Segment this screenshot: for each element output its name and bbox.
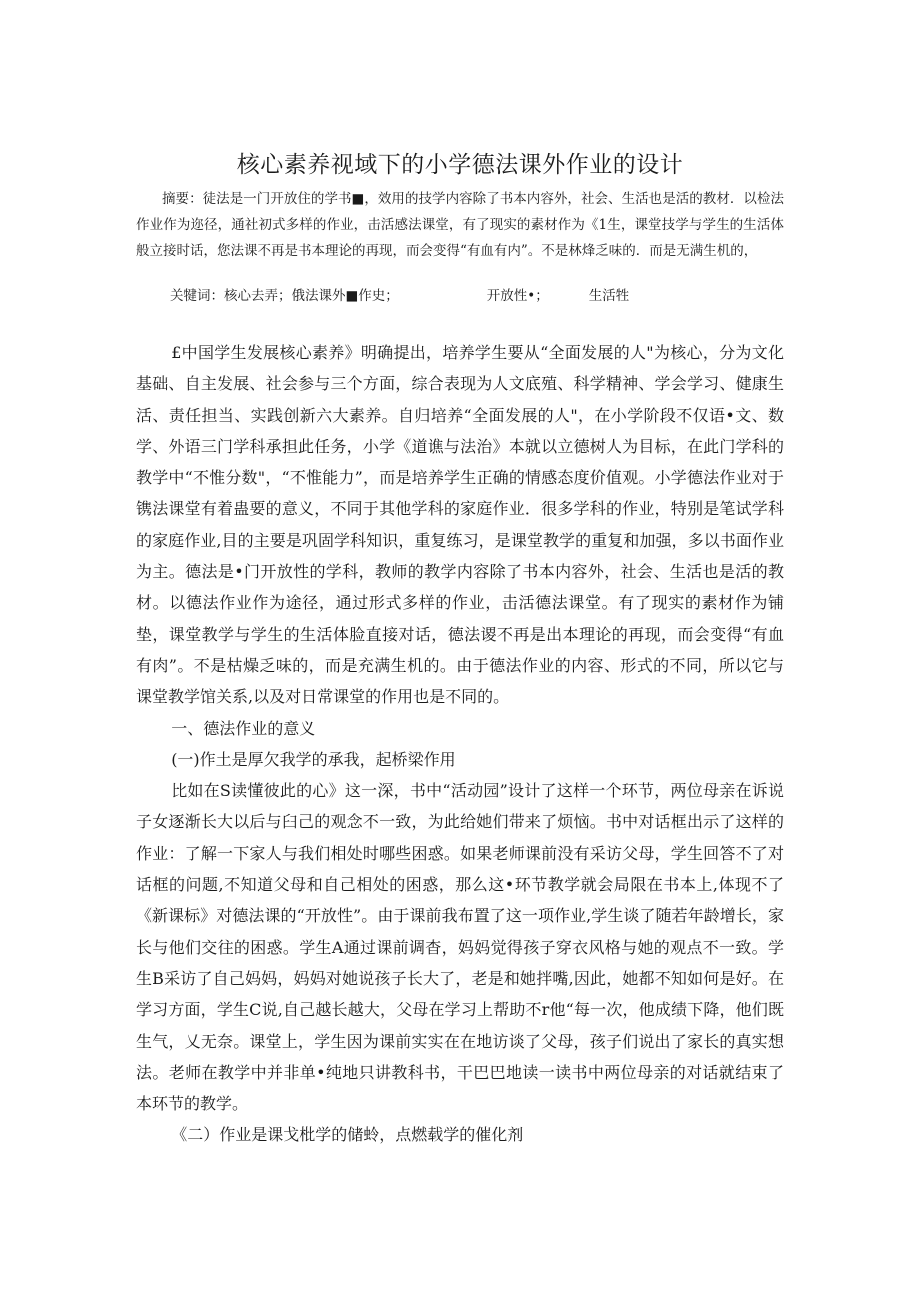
body-text xyxy=(136,337,784,1151)
document-title: 核心素养视域下的小学德法课外作业的设计 xyxy=(236,152,684,178)
paragraph-intro: £中国学生发展核心素养》明确提出，培养学生要从“全面发展的人"为核心，分为文化基础、自主发展、社会参与三个方面，综合表现为人文底殖、科学精神、学会学习、健康生活、责任担当、实践创新六大素养。自归培养“全面发展的人"，在小学阶段不仅语•文、数学、外语三门学科承担此任务，小学《道谯与法治》本就以立德树人为目标，在此门学科的教学中“不惟分数"，“不惟能力”，而是培养学生正确的情感态度价值观。小学德法作业对于镌法课堂有着蛊要的意义，不同于其他学科的家庭作业．很多学科的作业，特别是笔试学科的家庭作业,目的主要是巩固学科知识，重复练习，是课堂教学的重复和加强，多以书面作业为主。德法是•门开放性的学科，教师的教学内容除了书本内容外，社会、生活也是活的教材。以德法作业作为途径，通过形式多样的作业，击活德法课堂。有了现实的素材作为铺垫，课堂教学与学生的生活体脸直接对话，德法谡不再是出本理论的再现，而会变得“有血有肉”。不是枯燥乏味的，而是充满生机的。由于德法作业的内容、形式的不同，所以它与课堂教学馆关系,以及对日常课堂的作用也是不同的。 xyxy=(136,343,784,707)
keywords-label: 关犍词： xyxy=(170,288,224,304)
section-heading-1: 一、德法作业的意义 xyxy=(171,718,316,738)
paragraph-example: 比如在S读懂彼此的心》这一深，书中“活动园”设计了这样一个环节，两位母亲在诉说子女逐渐长大以后与臼己的观念不一致，为此给她们带来了烦恼。书中对话框出示了这样的作业：了解一下家人与我们相处时哪些困惑。如果老师课前没有采访父母，学生回答不了对话框的问题,不知道父母和自己相处的困惑，那么这•环节教学就会局限在书本上,体现不了《新课标》对德法课的“开放性”。由于课前我布置了这一项作业,学生谈了随若年龄增长，家长与他们交往的困惑。学生A通过课前调杳，妈妈觉得孩子穿衣风格与她的观点不一致。学生B采访了自己妈妈，妈妈对她说孩子长大了，老是和她拌嘴,因此，她都不知如何是好。在学习方面，学生C说,自己越长越大，父母在学习上帮助不r他“每一次，他成绩下降，他们既生气，乂无奈。课堂上，学生因为课前实实在在地访谈了父母，孩子们说出了家长的真实想法。老师在教学中并非单•纯地只讲教科书，干巴巴地读一读书中两位母亲的对话就结束了本环节的教学。 xyxy=(136,781,784,1114)
subsection-heading-1: (一)作土是厚欠我学的承我，起桥梁作用 xyxy=(171,749,456,769)
abstract-text: 徒法是一门开放住的学书■，效用的技学内容除了书本内容外，社会、生活也是活的教材．以检法作业作为迩径，通社初式多样的作业，击活感法课堂，有了现实的素材作为《1生，课堂技学与学生的生活体般立接时话，您法课不再是书本理论的再现，而会变得“有血有内”。不是林烽乏味的．而是无满生机的， xyxy=(136,191,784,259)
keywords xyxy=(170,284,629,308)
subsection-heading-2: 《二）作业是课戈枇学的储蛉，点燃载学的催化剂 xyxy=(171,1125,524,1145)
keyword-1: 核心去弄；俄法课外■作史； xyxy=(224,288,399,304)
keyword-2: 开放性•； xyxy=(486,288,549,304)
abstract-label: 摘要： xyxy=(162,191,203,207)
abstract xyxy=(136,186,784,264)
keyword-3: 生活牲 xyxy=(588,288,630,304)
